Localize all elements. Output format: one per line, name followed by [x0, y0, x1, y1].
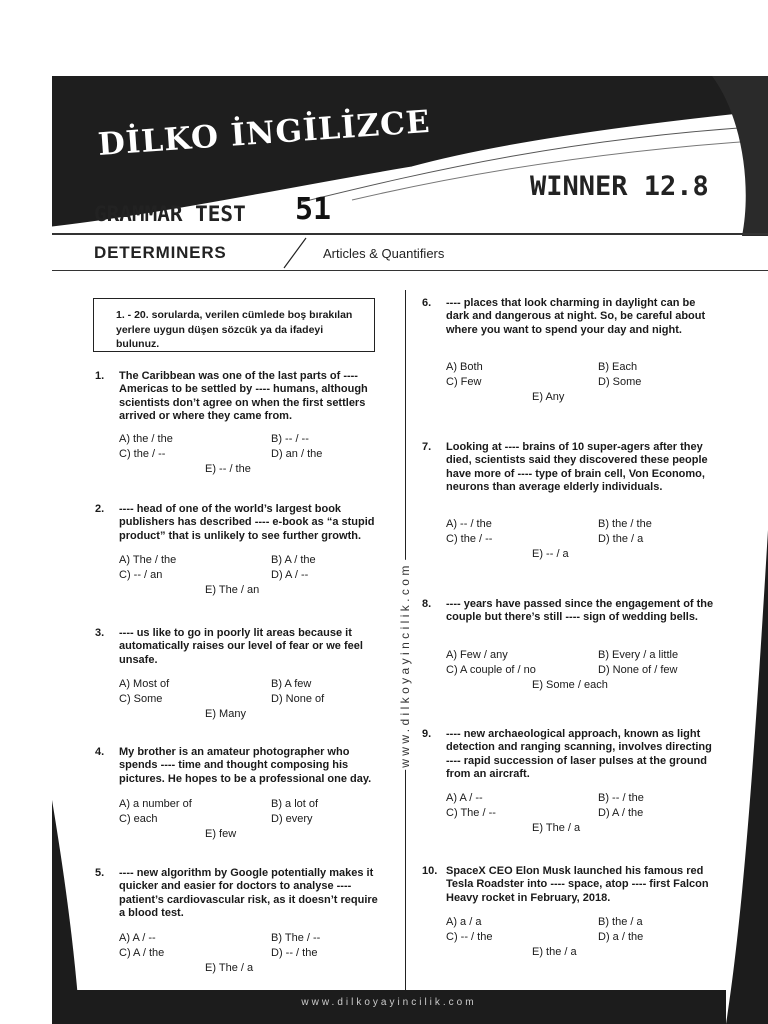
header-divider-top [52, 233, 768, 235]
option-e[interactable]: E) -- / the [205, 463, 251, 475]
question-stem: My brother is an amateur photographer who spends ---- time and thought composing his pictures. He hopes to be a professional one day. [119, 746, 372, 785]
option-b[interactable]: B) The / -- [271, 932, 321, 944]
option-b[interactable]: B) the / a [598, 916, 643, 928]
answer-options [119, 678, 359, 724]
option-b[interactable]: B) the / the [598, 518, 652, 530]
question-number: 5. [95, 867, 105, 879]
option-a[interactable]: A) a / a [446, 916, 482, 928]
series-label: WINNER 12.8 [530, 171, 709, 202]
option-c[interactable]: C) each [119, 813, 158, 825]
question-stem: ---- places that look charming in daylight can be dark and dangerous at night. So, be careful about where you want to spend your day and night. [446, 297, 706, 336]
option-d[interactable]: D) Some [598, 376, 642, 388]
question-stem: SpaceX CEO Elon Musk launched his famous red Tesla Roadster into ---- space, atop ---- first Falcon Heavy rocket in February, 2018. [446, 865, 709, 904]
option-c[interactable]: C) the / -- [446, 533, 493, 545]
slash-divider [282, 236, 308, 270]
question-number: 9. [422, 728, 432, 740]
question-stem: Looking at ---- brains of 10 super-agers after they died, scientists said they discovered these people have more of ---- type of brain cell, Von Economo, neurons than average elderly individuals. [446, 441, 708, 494]
option-a[interactable]: A) Few / any [446, 649, 508, 661]
topic-title: DETERMINERS [94, 243, 227, 262]
option-c[interactable]: C) The / -- [446, 807, 496, 819]
option-d[interactable]: D) None of [271, 693, 325, 705]
question-number: 2. [95, 503, 105, 515]
question-stem: ---- new algorithm by Google potentially makes it quicker and easier for doctors to analyse ---- patient’s cardiovascular risk, as it doesn’t require a blood test. [119, 867, 378, 920]
option-a[interactable]: A) the / the [119, 433, 173, 445]
option-d[interactable]: D) A / the [598, 807, 644, 819]
brand-logo: DİLKO İNGİLİZCE [96, 103, 432, 163]
option-a[interactable]: A) The / the [119, 554, 177, 566]
instructions-box: 1. - 20. sorularda, verilen cümlede boş bırakılan yerlere uygun düşen sözcük ya da ifadeyi bulunuz. [93, 298, 375, 352]
option-b[interactable]: B) A few [271, 678, 312, 690]
option-b[interactable]: B) Each [598, 361, 638, 373]
option-e[interactable]: E) The / a [532, 822, 581, 834]
question-number: 3. [95, 627, 105, 639]
question-number: 1. [95, 370, 105, 382]
option-b[interactable]: B) -- / -- [271, 433, 309, 445]
option-c[interactable]: C) A couple of / no [446, 664, 536, 676]
answer-options [446, 916, 686, 962]
answer-options [119, 433, 359, 479]
header-divider-bottom [52, 270, 768, 271]
question-number: 7. [422, 441, 432, 453]
option-e[interactable]: E) the / a [532, 946, 577, 958]
option-e[interactable]: E) Any [532, 391, 565, 403]
option-a[interactable]: A) A / -- [119, 932, 156, 944]
subtopic-label: Articles & Quantifiers [323, 246, 445, 261]
question-number: 8. [422, 598, 432, 610]
option-e[interactable]: E) few [205, 828, 237, 840]
question-number: 4. [95, 746, 105, 758]
option-a[interactable]: A) a number of [119, 798, 192, 810]
answer-options [119, 932, 359, 978]
question-stem: ---- years have passed since the engagement of the couple but there’s still ---- sign of wedding bells. [446, 598, 714, 624]
option-b[interactable]: B) -- / the [598, 792, 644, 804]
option-d[interactable]: D) every [271, 813, 313, 825]
answer-options [446, 518, 686, 564]
question-stem: ---- head of one of the world’s largest book publishers has described ---- e-book as “a stupid product” that is unlikely to see further growth. [119, 503, 375, 542]
answer-options [446, 649, 686, 695]
option-d[interactable]: D) None of / few [598, 664, 678, 676]
test-title: GRAMMAR TEST [94, 202, 246, 226]
option-c[interactable]: C) the / -- [119, 448, 166, 460]
question-number: 6. [422, 297, 432, 309]
option-a[interactable]: A) Most of [119, 678, 170, 690]
footer-url: www.dilkoyayincilik.com [301, 997, 477, 1008]
answer-options [119, 554, 359, 600]
option-c[interactable]: C) -- / the [446, 931, 493, 943]
option-e[interactable]: E) -- / a [532, 548, 569, 560]
option-a[interactable]: A) -- / the [446, 518, 492, 530]
option-a[interactable]: A) A / -- [446, 792, 483, 804]
option-e[interactable]: E) Some / each [532, 679, 608, 691]
option-b[interactable]: B) a lot of [271, 798, 319, 810]
question-stem: ---- us like to go in poorly lit areas because it automatically raises our level of fear or we feel unsafe. [119, 627, 363, 666]
answer-options [119, 798, 359, 844]
option-a[interactable]: A) Both [446, 361, 483, 373]
option-b[interactable]: B) Every / a little [598, 649, 679, 661]
option-d[interactable]: D) -- / the [271, 947, 318, 959]
option-b[interactable]: B) A / the [271, 554, 316, 566]
option-d[interactable]: D) the / a [598, 533, 644, 545]
question-stem: ---- new archaeological approach, known as light detection and ranging scanning, involves directing ---- rapid succession of laser pulses at the ground from an aircraft. [446, 728, 712, 781]
question-number: 10. [422, 865, 438, 877]
option-e[interactable]: E) The / an [205, 584, 260, 596]
right-edge-stripe [726, 530, 768, 1024]
option-d[interactable]: D) a / the [598, 931, 644, 943]
answer-options [446, 792, 686, 838]
answer-options [446, 361, 686, 407]
option-c[interactable]: C) Few [446, 376, 482, 388]
option-c[interactable]: C) A / the [119, 947, 165, 959]
option-c[interactable]: C) -- / an [119, 569, 163, 581]
side-watermark: www.dilkoyayincilik.com [395, 560, 415, 770]
test-number: 51 [295, 192, 332, 227]
option-d[interactable]: D) A / -- [271, 569, 309, 581]
question-stem: The Caribbean was one of the last parts of ---- Americas to be settled by ---- humans, although scientists don’t agree on when the first settlers arrived or where they came from. [119, 370, 368, 423]
option-c[interactable]: C) Some [119, 693, 163, 705]
option-e[interactable]: E) The / a [205, 962, 254, 974]
option-e[interactable]: E) Many [205, 708, 246, 720]
option-d[interactable]: D) an / the [271, 448, 323, 460]
